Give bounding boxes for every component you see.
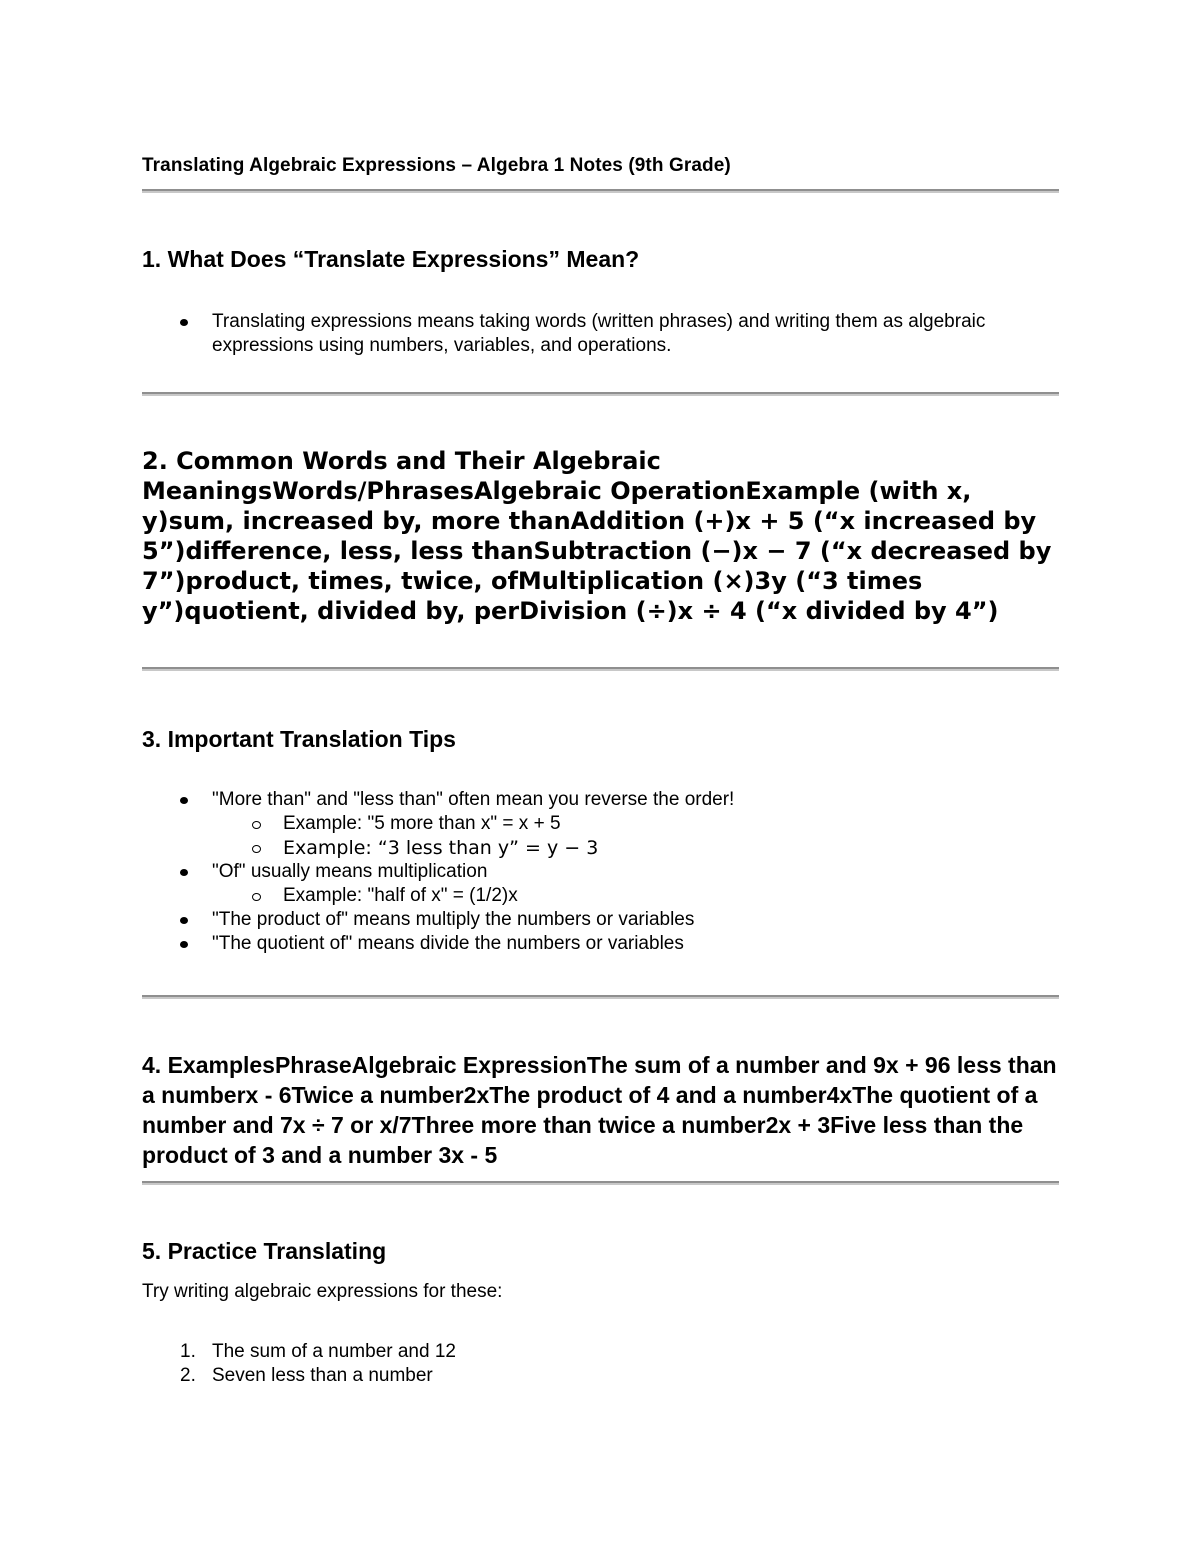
horizontal-rule: [142, 1181, 1059, 1185]
practice-list: [180, 1340, 980, 1388]
sub-list-item: [180, 884, 1040, 908]
sub-list-item: [180, 812, 1040, 836]
list-item: [180, 932, 1040, 956]
list-item: [180, 1364, 980, 1388]
section-5-heading: 5. Practice Translating: [142, 1238, 387, 1264]
document-title: Translating Algebraic Expressions – Algebra 1 Notes (9th Grade): [142, 155, 731, 176]
hollow-bullet-icon: [252, 845, 261, 853]
list-item: [180, 788, 1040, 812]
hollow-bullet-icon: [252, 893, 261, 901]
bullet-icon: [180, 797, 188, 804]
bullet-icon: [180, 869, 188, 876]
list-item-text: "More than" and "less than" often mean you reverse the order!: [212, 789, 735, 810]
list-item: [180, 908, 1040, 932]
horizontal-rule: [142, 189, 1059, 193]
list-item: [180, 860, 1040, 884]
section-1-bullet-list: [180, 310, 1030, 358]
list-number: 2.: [180, 1365, 196, 1386]
section-2-heading: 2. Common Words and Their Algebraic MeaningsWords/PhrasesAlgebraic OperationExample (with x, y)sum, increased by, more thanAddition (+)x + 5 (“x increased by 5”)difference, less, less thanSubtraction (−)x − 7 (“x decreased by 7”)product, times, twice, ofMultiplication (×)3y (“3 times y”)quotient, divided by, perDivision (÷)x ÷ 4 (“x divided by 4”): [142, 447, 1052, 625]
list-item-text: Example: "5 more than x" = x + 5: [283, 813, 561, 834]
horizontal-rule: [142, 667, 1059, 671]
list-number: 1.: [180, 1341, 196, 1362]
list-item-text: Example: "half of x" = (1/2)x: [283, 885, 518, 906]
list-item-text: "Of" usually means multiplication: [212, 861, 488, 882]
list-item: [180, 310, 1030, 358]
section-5-intro: Try writing algebraic expressions for these:: [142, 1281, 503, 1302]
bullet-icon: [180, 917, 188, 924]
section-1-heading: 1. What Does “Translate Expressions” Mean?: [142, 246, 640, 272]
hollow-bullet-icon: [252, 821, 261, 829]
bullet-icon: [180, 941, 188, 948]
bullet-icon: [180, 319, 188, 326]
section-4-heading: 4. ExamplesPhraseAlgebraic ExpressionThe sum of a number and 9x + 96 less than a numberx - 6Twice a number2xThe product of 4 and a number4xThe quotient of a number and 7x ÷ 7 or x/7Three more than twice a number2x + 3Five less than the product of 3 and a number 3x - 5: [142, 1052, 1057, 1168]
list-item-text: Seven less than a number: [212, 1365, 433, 1386]
list-item-text: "The quotient of" means divide the numbers or variables: [212, 933, 684, 954]
sub-list-item: [180, 836, 1040, 860]
horizontal-rule: [142, 392, 1059, 396]
horizontal-rule: [142, 995, 1059, 999]
list-item-text: "The product of" means multiply the numbers or variables: [212, 909, 695, 930]
section-3-bullet-list: [180, 788, 1040, 956]
section-3-heading: 3. Important Translation Tips: [142, 726, 456, 752]
list-item-text: Example: “3 less than y” = y − 3: [283, 837, 599, 859]
list-item: [180, 1340, 980, 1364]
list-item-text: The sum of a number and 12: [212, 1341, 456, 1362]
list-item-text: Translating expressions means taking words (written phrases) and writing them as algebraic expressions using numbers, variables, and operations.: [212, 311, 986, 356]
